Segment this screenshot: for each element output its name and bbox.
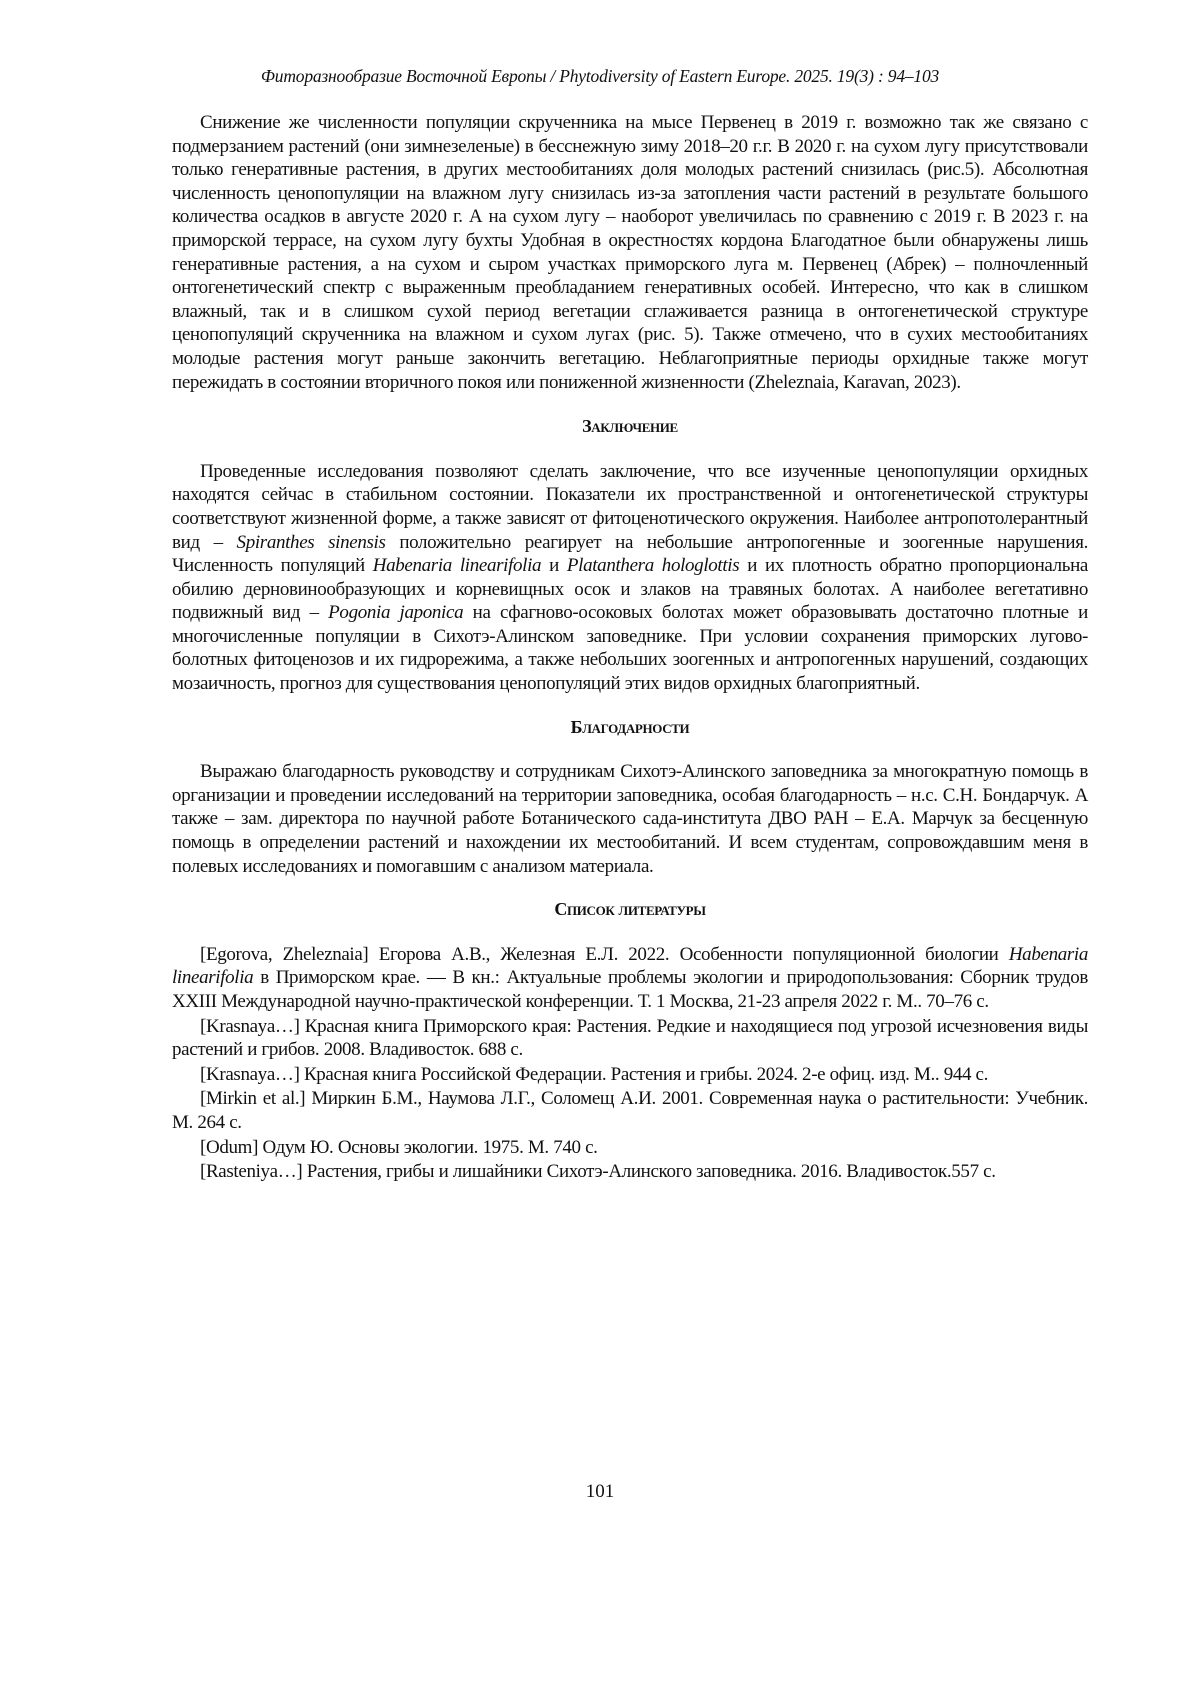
reference-item [172,1160,1088,1184]
paragraph-results [172,111,1088,394]
paragraph-acknowledgements [172,760,1088,878]
text-segment: [Egorova, Zheleznaia] Егорова А.В., Железная Е.Л. 2022. Особенности популяционной биологии [200,943,1009,965]
page-body [172,111,1088,1185]
reference-item [172,1136,1088,1160]
text-segment: в Приморском крае. — В кн.: Актуальные проблемы экологии и природопользования: Сборник трудов XXIII Международной научно-практической конференции. Т. 1 Москва, 21-23 апреля 2022 г. М.. 70–76 с. [172,967,1088,1012]
species-name: Habenaria linearifolia [372,555,542,577]
reference-item [172,1087,1088,1134]
species-name: Spiranthes sinensis [236,531,386,553]
reference-list [172,943,1088,1184]
running-head: Фиторазнообразие Восточной Европы / Phytodiversity of Eastern Europe. 2025. 19(3) : 94–103 [260,66,940,86]
text-segment: [Odum] Одум Ю. Основы экологии. 1975. М. 740 с. [200,1136,598,1158]
text-segment: на сфагново-осоковых болотах может образовывать достаточно плотные и многочисленные популяции в Сихотэ-Алинском заповеднике. При условии сохранения приморских лугово-болотных фитоценозов и их гидрорежима, а также небольших зоогенных и антропогенных нарушений, создающих мозаичность, прогноз для существования ценопопуляций этих видов орхидных благоприятный. [172,602,1088,695]
text-segment: Снижение же численности популяции скрученника на мысе Первенец в 2019 г. возможно так же связано с подмерзанием растений (они зимнезеленые) в бесснежную зиму 2018–20 г.г. В 2020 г. на сухом лугу присутствовали только генеративные растения, в других местообитаниях доля молодых растений снизилась (рис.5). Абсолютная численность ценопопуляции на влажном лугу снизилась из-за затопления части растений в результате большого количества осадков в августе 2020 г. А на сухом лугу – наоборот увеличилась по сравнению с 2019 г. В 2023 г. на приморской террасе, на сухом лугу бухты Удобная в окрестностях кордона Благодатное были обнаружены лишь генеративные растения, а на сухом и сыром участках приморского луга м. Первенец (Абрек) – полночленный онтогенетический спектр с выраженным преобладанием генеративных особей. Интересно, что как в слишком влажный, так и в слишком сухой период вегетации сглаживается разница в онтогенетической структуре ценопопуляций скрученника на влажном и сухом лугах (рис. 5). Также отмечено, что в сухих местообитаниях молодые растения могут раньше закончить вегетацию. Неблагоприятные периоды орхидные также могут пережидать в состоянии вторичного покоя или пониженной жизненности (Zheleznaia, Karavan, 2023). [172,112,1088,393]
species-name: Platanthera hologlottis [566,555,740,577]
reference-item [172,1015,1088,1062]
species-name: Pogonia japonica [328,602,464,624]
paragraph-conclusion [172,460,1088,696]
reference-item [172,943,1088,1014]
text-segment: положительно реагирует на небольшие антропогенные и зоогенные нарушения. Численность популяций [172,531,1088,577]
text-segment: Выражаю благодарность руководству и сотрудникам Сихотэ-Алинского заповедника за многократную помощь в организации и проведении исследований на территории заповедника, особая благодарность – н.с. С.Н. Бондарчук. А также – зам. директора по научной работе Ботанического сада-института ДВО РАН – Е.А. Марчук за бесценную помощь в определении растений и нахождении их местообитаний. И всем студентам, сопровождавшим меня в полевых исследованиях и помогавшим с анализом материала. [172,761,1088,877]
heading-acknowledgements: Благодарности [570,716,690,737]
heading-conclusion: Заключение [582,416,678,437]
reference-item [172,1063,1088,1087]
species-name: Habenaria linearifolia [172,943,1088,989]
text-segment: и [541,555,567,577]
heading-references: Список литературы [554,899,706,920]
text-segment: Проведенные исследования позволяют сделать заключение, что все изученные ценопопуляции орхидных находятся сейчас в стабильном состоянии. Показатели их пространственной и онтогенетической структуры соответствуют жизненной форме, а также зависят от фитоценотического окружения. Наиболее антропотолерантный вид – [172,460,1088,553]
text-segment: и их плотность обратно пропорциональна обилию дерновинообразующих и корневищных осок и злаков на травяных болотах. А наиболее вегетативно подвижный вид – [172,555,1088,624]
text-segment: [Krasnaya…] Красная книга Приморского края: Растения. Редкие и находящиеся под угрозой исчезновения виды растений и грибов. 2008. Владивосток. 688 с. [172,1015,1088,1061]
text-segment: [Krasnaya…] Красная книга Российской Федерации. Растения и грибы. 2024. 2-е офиц. изд. М.. 944 с. [200,1063,989,1085]
text-segment: [Mirkin et al.] Миркин Б.М., Наумова Л.Г., Соломещ А.И. 2001. Современная наука о растительности: Учебник. М. 264 с. [172,1088,1088,1133]
text-segment: [Rasteniya…] Растения, грибы и лишайники Сихотэ-Алинского заповедника. 2016. Владивосток.557 с. [200,1161,996,1183]
page-number: 101 [585,1481,615,1502]
